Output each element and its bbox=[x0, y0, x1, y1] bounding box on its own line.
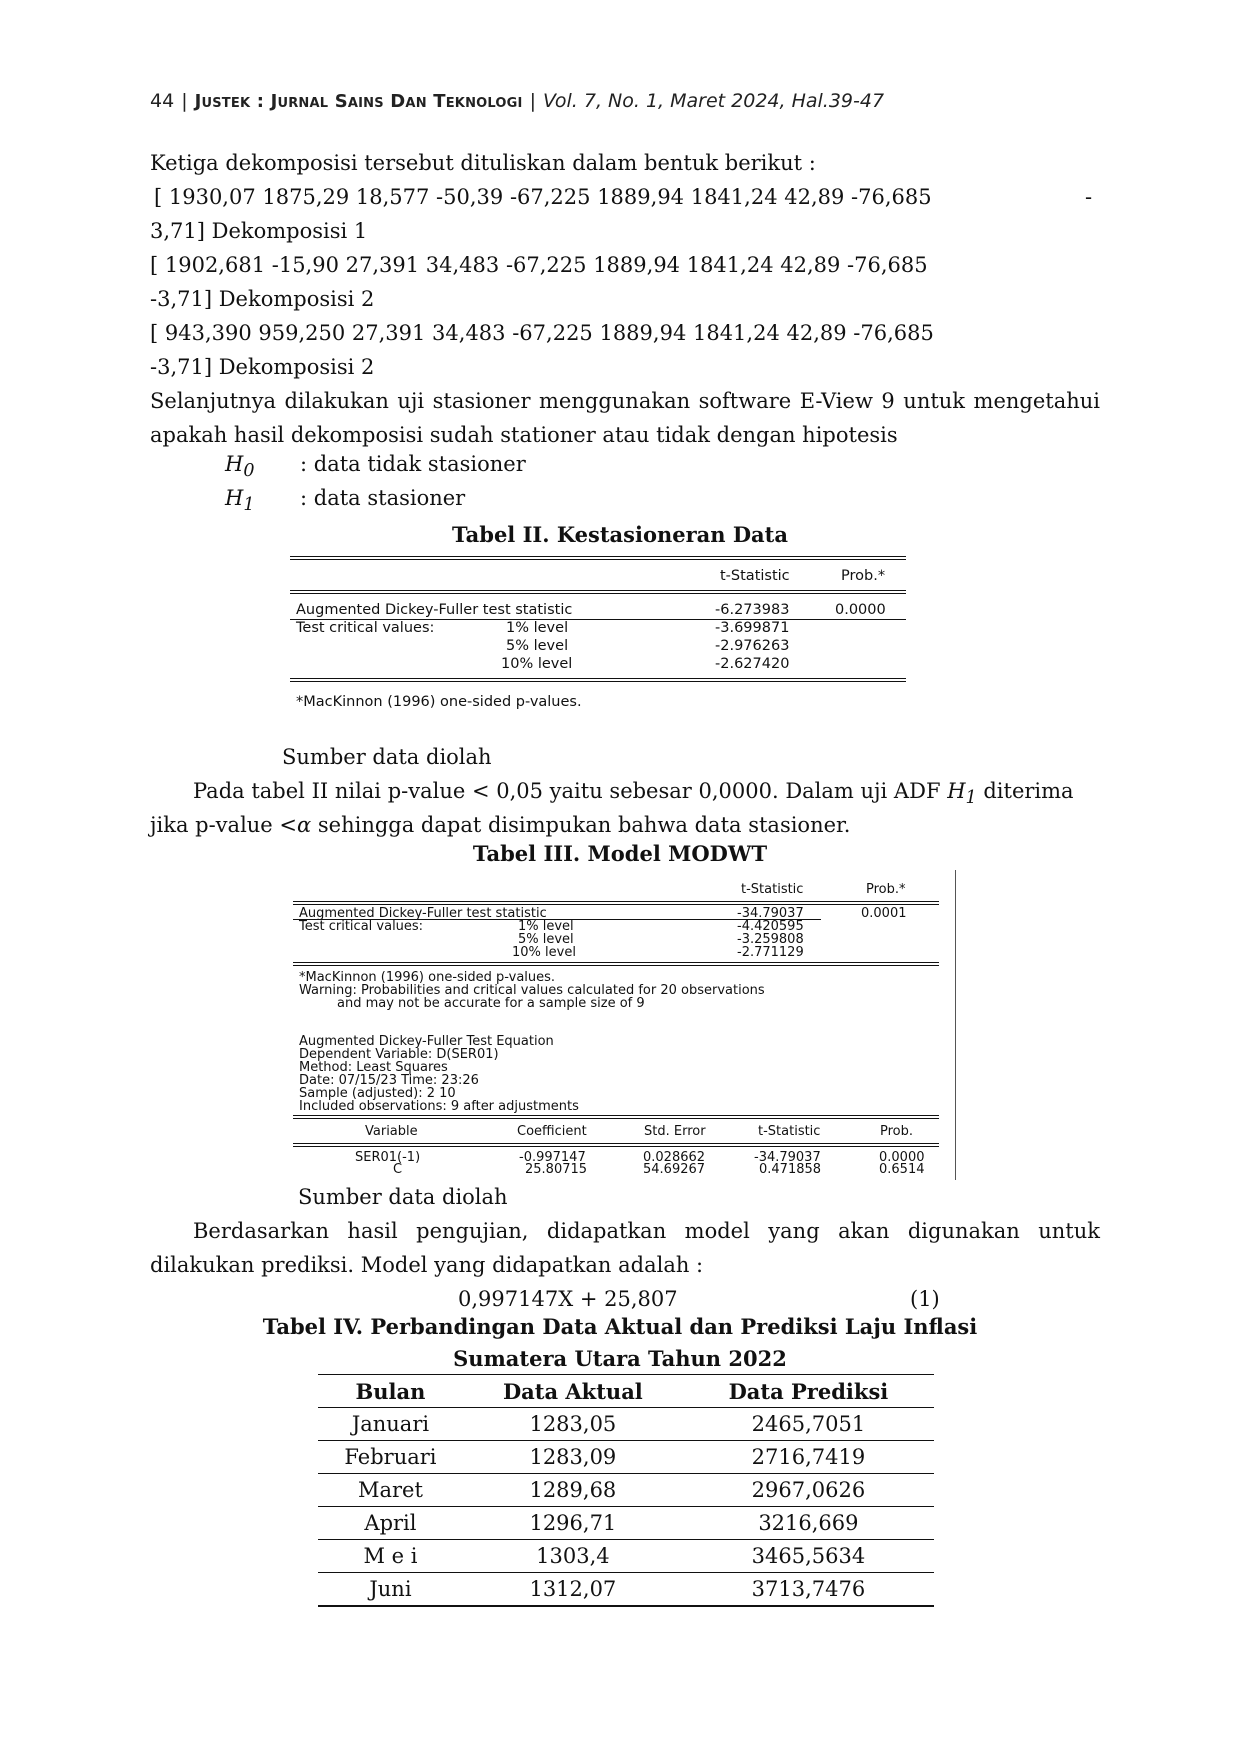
table3-reg-header-variable: Variable bbox=[365, 1124, 418, 1139]
table3-adf-prob: 0.0001 bbox=[861, 906, 907, 921]
source-note-2: Sumber data diolah bbox=[298, 1185, 508, 1209]
table3-reg-header-tstat: t-Statistic bbox=[758, 1124, 821, 1139]
table3-eq-date: Date: 07/15/23 Time: 23:26 bbox=[299, 1073, 479, 1088]
table4-actual-vs-prediction bbox=[318, 1374, 934, 1607]
table4-cell-month: Februari bbox=[318, 1441, 463, 1474]
source-note-1: Sumber data diolah bbox=[282, 745, 492, 769]
paragraph-table2-line2 bbox=[150, 808, 850, 842]
table-row bbox=[318, 1573, 934, 1607]
table3-reg-header-stderr: Std. Error bbox=[644, 1124, 706, 1139]
table4-caption-line1: Tabel IV. Perbandingan Data Aktual dan Prediksi Laju Inflasi bbox=[262, 1314, 978, 1339]
table4-cell-prediction: 3465,5634 bbox=[683, 1540, 934, 1573]
table3-eviews-output bbox=[293, 873, 939, 1178]
decomposition-3-label: -3,71] Dekomposisi 2 bbox=[150, 355, 375, 379]
table2-value-5pct: -2.976263 bbox=[715, 638, 790, 654]
running-header: 44 | Justek : Jurnal Sains Dan Teknologi | Vol. 7, No. 1, Maret 2024, Hal.39-47 bbox=[150, 90, 885, 112]
paragraph-table2-text-b: diterima bbox=[983, 779, 1074, 803]
table4-cell-month: M e i bbox=[318, 1540, 463, 1573]
paragraph-stationarity-line1: Selanjutnya dilakukan uji stasioner menggunakan software E-View 9 untuk mengetahui bbox=[150, 389, 1100, 413]
table4-header-prediction: Data Prediksi bbox=[683, 1375, 934, 1408]
table3-value-10pct: -2.771129 bbox=[737, 945, 804, 960]
decomposition-2-values: [ 1902,681 -15,90 27,391 34,483 -67,225 1889,94 1841,24 42,89 -76,685 bbox=[150, 253, 928, 277]
decomposition-1-hyphen: - bbox=[1085, 185, 1093, 209]
table4-cell-actual: 1303,4 bbox=[463, 1540, 683, 1573]
table4-cell-actual: 1289,68 bbox=[463, 1474, 683, 1507]
table3-reg-header-coefficient: Coefficient bbox=[517, 1124, 587, 1139]
table3-col-prob: Prob.* bbox=[866, 882, 906, 897]
page-number: 44 bbox=[150, 90, 175, 112]
table3-eq-title: Augmented Dickey-Fuller Test Equation bbox=[299, 1034, 554, 1049]
table3-eq-dependent: Dependent Variable: D(SER01) bbox=[299, 1047, 499, 1062]
table4-cell-prediction: 2465,7051 bbox=[683, 1408, 934, 1441]
table3-eq-sample: Sample (adjusted): 2 10 bbox=[299, 1086, 456, 1101]
table3-reg-row2-stderr: 54.69267 bbox=[643, 1162, 706, 1177]
table4-cell-prediction: 3713,7476 bbox=[683, 1573, 934, 1607]
table4-caption-line2: Sumatera Utara Tahun 2022 bbox=[453, 1346, 787, 1371]
table4-cell-prediction: 3216,669 bbox=[683, 1507, 934, 1540]
table3-note-warning-cont: and may not be accurate for a sample size of 9 bbox=[337, 996, 645, 1011]
table4-header-actual: Data Aktual bbox=[463, 1375, 683, 1408]
journal-volume: Vol. 7, No. 1, Maret 2024, Hal.39-47 bbox=[543, 90, 885, 112]
table3-level-5pct: 5% level bbox=[518, 932, 574, 947]
paragraph-stationarity-line2: apakah hasil dekomposisi sudah stationer atau tidak dengan hipotesis bbox=[150, 423, 898, 447]
table-row bbox=[318, 1474, 934, 1507]
paragraph-table2-symbol: H bbox=[947, 779, 966, 803]
paragraph-model-line2: dilakukan prediksi. Model yang didapatkan adalah : bbox=[150, 1253, 704, 1277]
table3-reg-row1-prob: 0.0000 bbox=[879, 1150, 925, 1165]
equation-number: (1) bbox=[910, 1287, 940, 1311]
table3-value-5pct: -3.259808 bbox=[737, 932, 804, 947]
table2-adf-tstat: -6.273983 bbox=[715, 602, 790, 618]
paragraph-table2-line2-a: jika p-value < bbox=[150, 813, 298, 837]
table3-level-1pct: 1% level bbox=[518, 919, 574, 934]
table4-header-row bbox=[318, 1375, 934, 1408]
table2-col-tstat: t-Statistic bbox=[720, 568, 790, 584]
table2-caption: Tabel II. Kestasioneran Data bbox=[452, 522, 788, 547]
table-row bbox=[318, 1540, 934, 1573]
table3-reg-row2-tstat: 0.471858 bbox=[759, 1162, 822, 1177]
table3-reg-row2-coefficient: 25.80715 bbox=[525, 1162, 588, 1177]
table2-level-1pct: 1% level bbox=[506, 620, 569, 636]
table2-level-10pct: 10% level bbox=[501, 656, 573, 672]
table2-adf-prob: 0.0000 bbox=[835, 602, 886, 618]
h0-subscript: 0 bbox=[243, 461, 255, 482]
table3-reg-header-prob: Prob. bbox=[880, 1124, 914, 1139]
table3-value-1pct: -4.420595 bbox=[737, 919, 804, 934]
table3-reg-row1-tstat: -34.79037 bbox=[754, 1150, 821, 1165]
table3-adf-tstat: -34.79037 bbox=[737, 906, 804, 921]
table4-cell-actual: 1312,07 bbox=[463, 1573, 683, 1607]
alpha-symbol: α bbox=[297, 813, 312, 837]
table4-cell-month: Januari bbox=[318, 1408, 463, 1441]
table3-note-warning: Warning: Probabilities and critical values calculated for 20 observations bbox=[299, 983, 765, 998]
table2-eviews-output bbox=[290, 556, 906, 716]
table4-cell-prediction: 2967,0626 bbox=[683, 1474, 934, 1507]
hypothesis-h1-text: : data stasioner bbox=[300, 486, 466, 510]
table4-header-month: Bulan bbox=[318, 1375, 463, 1408]
decomposition-2-label: -3,71] Dekomposisi 2 bbox=[150, 287, 375, 311]
table2-adf-label: Augmented Dickey-Fuller test statistic bbox=[296, 602, 573, 618]
table4-cell-prediction: 2716,7419 bbox=[683, 1441, 934, 1474]
table4-cell-actual: 1283,09 bbox=[463, 1441, 683, 1474]
paragraph-model-line1: Berdasarkan hasil pengujian, didapatkan model yang akan digunakan untuk bbox=[193, 1219, 1100, 1243]
table-row bbox=[318, 1408, 934, 1441]
hypothesis-h0-text: : data tidak stasioner bbox=[300, 452, 526, 476]
table2-level-5pct: 5% level bbox=[506, 638, 569, 654]
table2-footnote: *MacKinnon (1996) one-sided p-values. bbox=[296, 694, 582, 710]
table3-reg-row1-stderr: 0.028662 bbox=[643, 1150, 706, 1165]
table3-eq-method: Method: Least Squares bbox=[299, 1060, 448, 1075]
decomposition-3-values: [ 943,390 959,250 27,391 34,483 -67,225 1889,94 1841,24 42,89 -76,685 bbox=[150, 321, 934, 345]
table3-level-10pct: 10% level bbox=[512, 945, 576, 960]
table4-cell-actual: 1283,05 bbox=[463, 1408, 683, 1441]
table2-value-10pct: -2.627420 bbox=[715, 656, 790, 672]
table3-reg-row1-variable: SER01(-1) bbox=[355, 1150, 421, 1165]
table3-col-tstat: t-Statistic bbox=[741, 882, 804, 897]
hypothesis-h1 bbox=[225, 486, 254, 515]
table3-reg-row1-coefficient: -0.997147 bbox=[519, 1150, 586, 1165]
table3-reg-row2-prob: 0.6514 bbox=[879, 1162, 925, 1177]
table4-cell-month: Juni bbox=[318, 1573, 463, 1607]
table4-cell-month: April bbox=[318, 1507, 463, 1540]
paragraph-table2-subscript: 1 bbox=[965, 788, 977, 809]
table4-cell-month: Maret bbox=[318, 1474, 463, 1507]
table2-value-1pct: -3.699871 bbox=[715, 620, 790, 636]
h0-symbol: H bbox=[225, 452, 244, 476]
table-row bbox=[318, 1507, 934, 1540]
h1-subscript: 1 bbox=[243, 495, 255, 516]
table3-adf-label: Augmented Dickey-Fuller test statistic bbox=[299, 906, 547, 921]
h1-symbol: H bbox=[225, 486, 244, 510]
table3-caption: Tabel III. Model MODWT bbox=[472, 841, 768, 866]
table-row bbox=[318, 1441, 934, 1474]
hypothesis-h0 bbox=[225, 452, 254, 481]
model-equation: 0,997147X + 25,807 bbox=[458, 1287, 678, 1311]
decomposition-1-values: [ 1930,07 1875,29 18,577 -50,39 -67,225 1889,94 1841,24 42,89 -76,685 bbox=[154, 185, 932, 209]
table4-cell-actual: 1296,71 bbox=[463, 1507, 683, 1540]
table2-critical-label: Test critical values: bbox=[296, 620, 435, 636]
table3-eq-observations: Included observations: 9 after adjustments bbox=[299, 1099, 579, 1114]
table3-note-mackinnon: *MacKinnon (1996) one-sided p-values. bbox=[299, 970, 556, 985]
paragraph-table2-text-a: Pada tabel II nilai p-value < 0,05 yaitu sebesar 0,0000. Dalam uji ADF bbox=[193, 779, 941, 803]
table3-critical-label: Test critical values: bbox=[299, 919, 424, 934]
decomposition-1-label: 3,71] Dekomposisi 1 bbox=[150, 219, 368, 243]
table2-col-prob: Prob.* bbox=[841, 568, 886, 584]
table3-reg-row2-variable: C bbox=[393, 1162, 403, 1177]
journal-name: Justek : Jurnal Sains Dan Teknologi bbox=[194, 91, 523, 112]
paragraph-table2-line2-b: sehingga dapat disimpukan bahwa data stasioner. bbox=[311, 813, 851, 837]
paragraph-intro: Ketiga dekomposisi tersebut dituliskan dalam bentuk berikut : bbox=[150, 151, 816, 175]
